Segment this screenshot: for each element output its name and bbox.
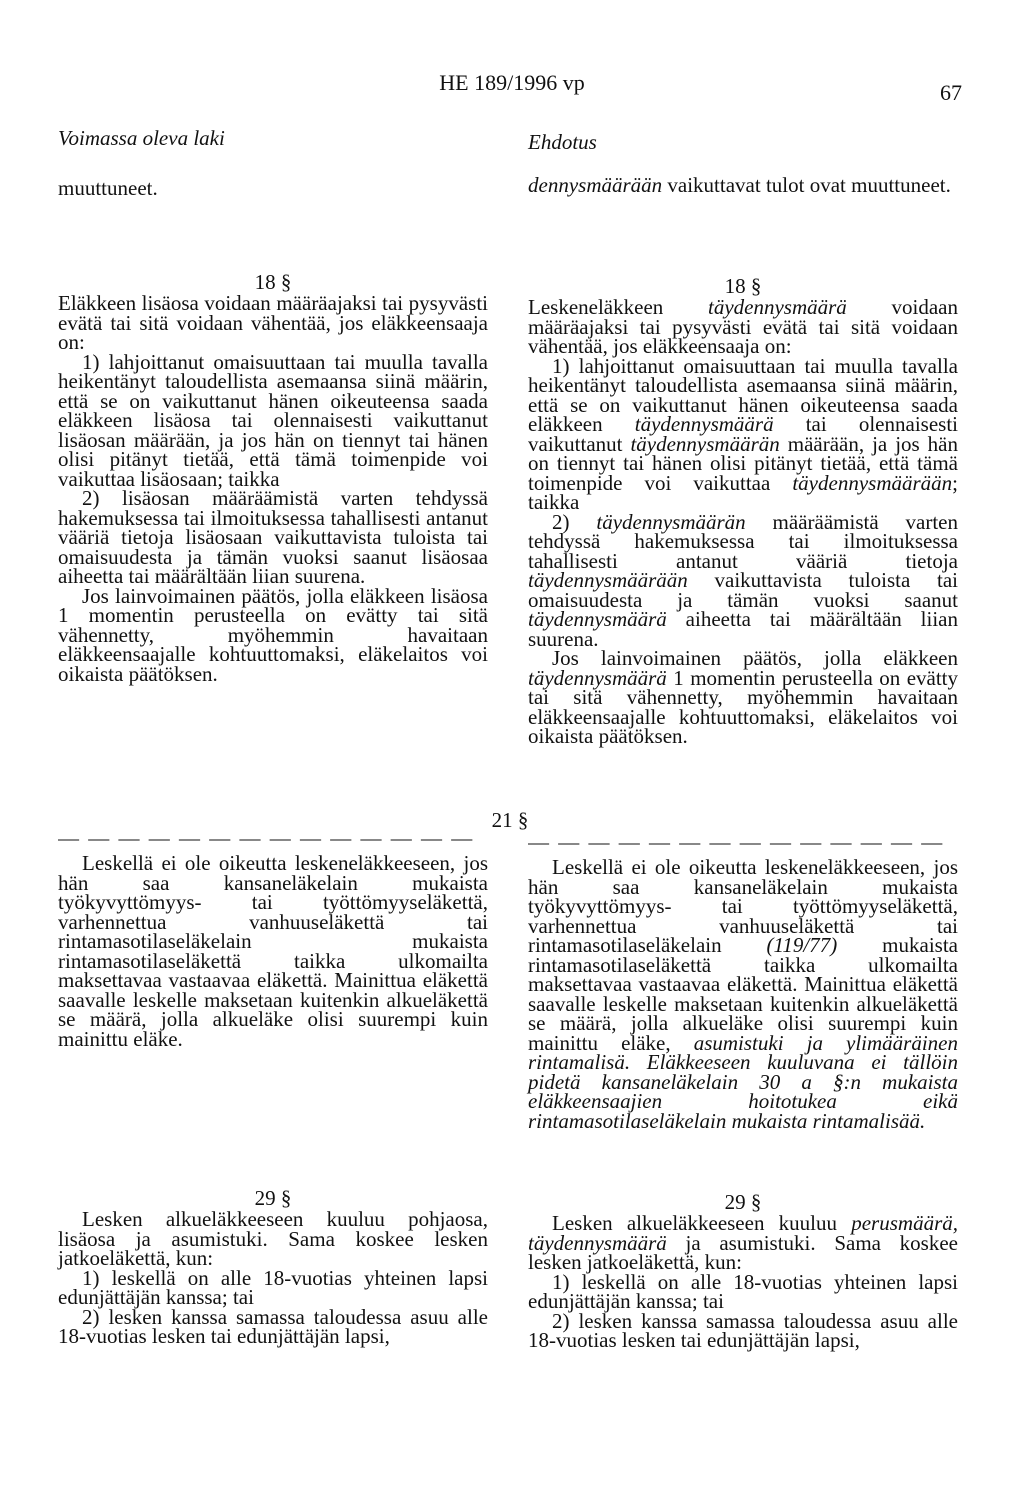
section-29-left-text [58, 1207, 488, 1348]
paragraph: 1) lahjoittanut omaisuuttaan tai muulla tavalla heikentänyt taloudellista asemaansa siinä määrin, että se on vaikuttanut hänen oikeuteensa saada eläkkeen lisäosa tai olennaisesti vaikuttanut lisäosan määrään, ja jos hän on tiennyt tai hänen olisi pitänyt tietää, että tämä toimenpide voi vaikuttaa lisäosaan; taikka [58, 349, 488, 491]
section-18-left-text [58, 291, 488, 686]
section-29-heading-right: 29 § [724, 1190, 762, 1214]
section-21-left-text [58, 851, 488, 1051]
paragraph: Eläkkeen lisäosa voidaan määräajaksi tai pysyvästi evätä tai sitä voidaan vähentää, jos eläkkeensaaja on: [58, 291, 488, 354]
paragraph: Jos lainvoimainen päätös, jolla eläkkeen täydennysmäärä 1 momentin perusteella on evätty tai sitä vähennetty, myöhemmin havaitaan eläkkeensaajalle kohtuuttomaksi, eläkelaitos voi oikaista päätöksen. [528, 646, 958, 748]
paragraph: 2) täydennysmäärän määräämistä varten tehdyssä hakemuksessa tai ilmoituksessa tahallisesti antanut vääriä tietoja täydennysmäärään vaikuttavista tuloista tai omaisuudesta ja tämän vuoksi saanut täydennysmäärä aiheetta tai määrältään liian suurena. [528, 509, 959, 651]
page-number: 67 [940, 80, 962, 105]
paragraph: Leskellä ei ole oikeutta leskeneläkkeeseen, jos hän saa kansaneläkelain mukaista työkyvyttömyys- tai työttömyyseläkettä, varhennettua vanhuuseläkettä tai rintamasotilaseläkelain (119/77) mukaista rintamasotilaseläkettä taikka ulkomailta maksettavaa vastaavaa eläkettä. Mainittua eläkettä saavalle leskelle maksetaan kuitenkin alkueläkettä se määrä, jolla alkueläke olisi suurempi kuin mainittu eläke, asumistuki ja ylimääräinen rintamalisä. Eläkkeeseen kuuluvana ei tällöin pidetä kansaneläkelain 30 a §:n mukaista eläkkeensaajien hoitotukea eikä rintamasotilaseläkelain mukaista rintamalisää. [528, 855, 959, 1133]
left-column-title: Voimassa oleva laki [58, 126, 225, 150]
paragraph: Lesken alkueläkkeeseen kuuluu perusmäärä, täydennysmäärä ja asumistuki. Sama koskee lesken jatkoeläkettä, kun: [528, 1211, 958, 1274]
paragraph: 1) leskellä on alle 18-vuotias yhteinen lapsi edunjättäjän kanssa; tai [58, 1265, 488, 1309]
left-fragment: muuttuneet. [58, 176, 158, 200]
right-fragment [528, 173, 958, 197]
paragraph: 2) lesken kanssa samassa taloudessa asuu alle 18-vuotias lesken tai edunjättäjän lapsi, [58, 1304, 488, 1348]
paragraph: Lesken alkueläkkeeseen kuuluu pohjaosa, lisäosa ja asumistuki. Sama koskee lesken jatkoeläkettä, kun: [58, 1207, 488, 1270]
paragraph: Leskeneläkkeen täydennysmäärä voidaan määräajaksi tai pysyvästi evätä tai sitä voidaan vähentää, jos eläkkeensaaja on: [528, 295, 958, 358]
section-29-heading-left: 29 § [254, 1186, 292, 1210]
paragraph: Jos lainvoimainen päätös, jolla eläkkeen lisäosa 1 momentin perusteella on evätty tai sitä vähennetty, myöhemmin havaitaan eläkkeensaajalle kohtuuttomaksi, eläkelaitos voi oikaista päätöksen. [58, 583, 488, 686]
right-column-title: Ehdotus [528, 130, 597, 154]
section-29-right-text [528, 1211, 958, 1352]
section-18-heading-left: 18 § [254, 270, 292, 294]
paragraph: 2) lisäosan määräämistä varten tehdyssä hakemuksessa tai ilmoituksessa tahallisesti antanut vääriä tietoja lisäosaan vaikuttavista tuloista tai omaisuudesta ja tämän vuoksi saanut lisäosaa aiheetta tai määrältään liian suurena. [58, 486, 488, 588]
omission-dashes-right: — — — — — — — — — — — — — — [528, 830, 945, 854]
omission-dashes-left: — — — — — — — — — — — — — — [58, 826, 475, 850]
paragraph: 2) lesken kanssa samassa taloudessa asuu alle 18-vuotias lesken tai edunjättäjän lapsi, [528, 1308, 958, 1352]
section-21-right-text [528, 855, 959, 1133]
section-18-right-text [528, 295, 959, 748]
right-fragment-rest: vaikuttavat tulot ovat muuttuneet. [662, 173, 951, 197]
paragraph: 1) leskellä on alle 18-vuotias yhteinen lapsi edunjättäjän kanssa; tai [528, 1269, 958, 1313]
paragraph: 1) lahjoittanut omaisuuttaan tai muulla tavalla heikentänyt taloudellista asemaansa siinä määrin, että se on vaikuttanut hänen oikeuteensa saada eläkkeen täydennysmäärä tai olennaisesti vaikuttanut täydennysmäärän määrään, ja jos hän on tiennyt tai hänen olisi pitänyt tietää, että tämä toimenpide voi vaikuttaa täydennysmäärään; taikka [528, 353, 958, 514]
section-18-heading-right: 18 § [724, 274, 762, 298]
right-fragment-italic: dennysmäärään [528, 173, 663, 197]
document-id: HE 189/1996 vp [439, 70, 585, 95]
section-21-heading: 21 § [491, 808, 529, 832]
paragraph: Leskellä ei ole oikeutta leskeneläkkeeseen, jos hän saa kansaneläkelain mukaista työkyvyttömyys- tai työttömyyseläkettä, varhennettua vanhuuseläkettä tai rintamasotilaseläkelain mukaista rintamasotilaseläkettä taikka ulkomailta maksettavaa vastaavaa eläkettä. Mainittua eläkettä saavalle leskelle maksetaan kuitenkin alkueläkettä se määrä, jolla alkueläke olisi suurempi kuin mainittu eläke. [58, 851, 488, 1051]
